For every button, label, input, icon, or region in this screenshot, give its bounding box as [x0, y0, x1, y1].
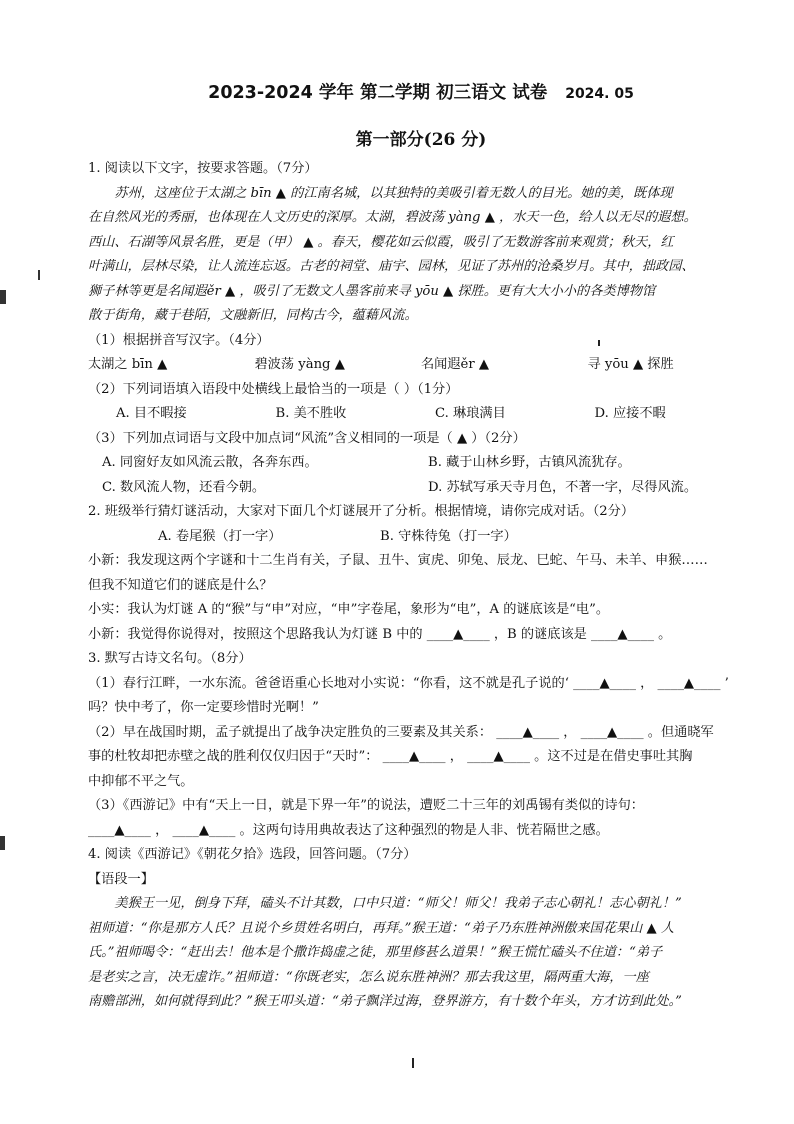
q2-riddles	[88, 525, 754, 550]
option-d[interactable]: D. 苏轼写承天寺月色，不著一字，尽得风流。	[428, 479, 698, 495]
q1-sub2-options	[88, 402, 754, 427]
binding-mark	[0, 290, 6, 304]
passage-line: 美猴王一见，倒身下拜，磕头不计其数，口中只道：“师父！师父！我弟子志心朝礼！志心朝礼！”	[114, 896, 682, 911]
blank-item[interactable]: 碧波荡 yàng ▲	[254, 357, 345, 372]
q3-prompt: 3. 默写古诗文名句。（8分）	[88, 651, 252, 666]
q1-prompt: 1. 阅读以下文字，按要求答题。（7分）	[88, 161, 318, 176]
q1-sub3-prompt: （3）下列加点词语与文段中加点词“风流”含义相同的一项是（ ▲ ）（2分）	[88, 430, 526, 446]
recite-line[interactable]: 事的杜牧却把赤壁之战的胜利仅仅归因于“天时”： ____▲____ ， ____▲____ 。这不过是在借史事吐其胸	[88, 749, 693, 764]
dialog-line: 小新：我发现这两个字谜和十二生肖有关，子鼠、丑牛、寅虎、卯兔、辰龙、巳蛇、午马、未羊、申猴……	[88, 553, 708, 568]
blank-item[interactable]: 寻 yōu ▲ 探胜	[587, 357, 674, 372]
q4-prompt: 4. 阅读《西游记》《朝花夕拾》选段，回答问题。（7分）	[88, 847, 417, 862]
dialog-line: 但我不知道它们的谜底是什么？	[88, 577, 273, 593]
exam-title-text: 2023-2024 学年 第二学期 初三语文 试卷	[208, 83, 548, 103]
q4-passage	[88, 892, 754, 1015]
recite-line[interactable]: （2）早在战国时期，孟子就提出了战争决定胜负的三要素及其关系： ____▲____ ， ____▲____ 。但通晓军	[88, 724, 714, 740]
passage-line: 氏。”祖师喝令：“赶出去！他本是个撒诈捣虚之徒，那里修甚么道果！”猴王慌忙磕头不住道：“弟子	[88, 945, 663, 960]
option-c[interactable]: C. 数风流人物，还看今朝。	[102, 479, 266, 495]
scan-mark	[30, 270, 40, 280]
passage-line: 祖师道：“你是那方人氏？且说个乡贯姓名明白，再拜。”猴王道：“弟子乃东胜神洲傲来国花果山 ▲ 人	[88, 920, 675, 936]
passage-line: 在自然风光的秀丽，也体现在人文历史的深厚。太湖，碧波荡 yàng ▲ ，水天一色，给人以无尽的遐想。	[88, 210, 697, 225]
passage-line: 散于街角，藏于巷陌，文融新旧，同构古今，蕴藉风流。	[88, 308, 418, 323]
binding-mark	[0, 836, 5, 850]
part-heading: 第一部分(26 分)	[355, 130, 487, 150]
riddle-a: A. 卷尾猴（打一字）	[158, 528, 282, 544]
exam-title	[88, 78, 754, 109]
blank-item[interactable]: 太湖之 bīn ▲	[88, 357, 168, 372]
passage-line: 苏州，这座位于太湖之 bīn ▲ 的江南名城，以其独特的美吸引着无数人的目光。她的美，既体现	[114, 185, 673, 201]
recite-line: 吗？快中考了，你一定要珍惜时光啊！”	[88, 700, 319, 715]
option-a[interactable]: A. 目不暇接	[116, 406, 187, 421]
q1-sub1-blanks	[88, 353, 754, 378]
option-d[interactable]: D. 应接不暇	[594, 406, 666, 421]
exam-page	[88, 78, 754, 1015]
option-b[interactable]: B. 美不胜收	[275, 406, 347, 421]
passage-line: 狮子林等更是名闻遐ěr ▲ ，吸引了无数文人墨客前来寻 yōu ▲ 探胜。更有大大小小的各类博物馆	[88, 283, 656, 299]
passage-line: 南赡部洲，如何就得到此？”猴王叩头道：“弟子飘洋过海，登界游方，有十数个年头，方才访到此处。”	[88, 994, 682, 1009]
dialog-line: 小实：我认为灯谜 A 的“猴”与“申”对应，“申”字卷尾，象形为“电”，A 的谜底该是“电”。	[88, 602, 610, 617]
recite-line[interactable]: ____▲____ ， ____▲____ 。这两句诗用典故表达了这种强烈的物是人非、恍若隔世之感。	[88, 822, 609, 838]
passage-line: 西山、石湖等风景名胜，更是（甲） ▲ 。春天，樱花如云似霞，吸引了无数游客前来观赏；秋天，红	[88, 234, 674, 250]
passage-line: 叶满山，层林尽染，让人流连忘返。古老的祠堂、庙宇、园林，见证了苏州的沧桑岁月。其中，拙政园、	[88, 259, 695, 274]
recite-line: 中抑郁不平之气。	[88, 773, 194, 789]
q1-sub3-options-ab	[88, 451, 754, 476]
q1-sub3-options-cd	[88, 476, 754, 501]
q2-prompt: 2. 班级举行猜灯谜活动，大家对下面几个灯谜展开了分析。根据情境，请你完成对话。（2分）	[88, 504, 635, 519]
q1-sub2-prompt: （2）下列词语填入语段中处横线上最恰当的一项是（ ）（1分）	[88, 381, 459, 397]
q4-section-label: 【语段一】	[88, 871, 154, 887]
exam-date: 2024. 05	[565, 86, 634, 102]
option-c[interactable]: C. 琳琅满目	[435, 406, 506, 421]
q1-sub1-prompt: （1）根据拼音写汉字。（4分）	[88, 332, 270, 348]
dialog-line[interactable]: 小新：我觉得你说得对，按照这个思路我认为灯谜 B 中的 ____▲____ ，B 的谜底该是 ____▲____ 。	[88, 626, 672, 642]
q1-passage	[88, 182, 754, 329]
page-mark	[412, 1058, 414, 1068]
option-a[interactable]: A. 同窗好友如风流云散，各奔东西。	[102, 455, 318, 470]
option-b[interactable]: B. 藏于山林乡野，古镇风流犹存。	[428, 455, 631, 470]
recite-line[interactable]: （1）春行江畔，一水东流。爸爸语重心长地对小实说：“你看，这不就是孔子说的‘ ____▲____ ， ____▲____ ’	[88, 675, 729, 691]
passage-line: 是老实之言，决无虚诈。”祖师道：“你既老实，怎么说东胜神洲？那去我这里，隔两重大海，一座	[88, 969, 649, 985]
recite-line: （3）《西游记》中有“天上一日，就是下界一年”的说法，遭贬二十三年的刘禹锡有类似的诗句：	[88, 798, 644, 813]
riddle-b: B. 守株待兔（打一字）	[380, 528, 517, 544]
blank-item[interactable]: 名闻遐ěr ▲	[421, 357, 490, 372]
